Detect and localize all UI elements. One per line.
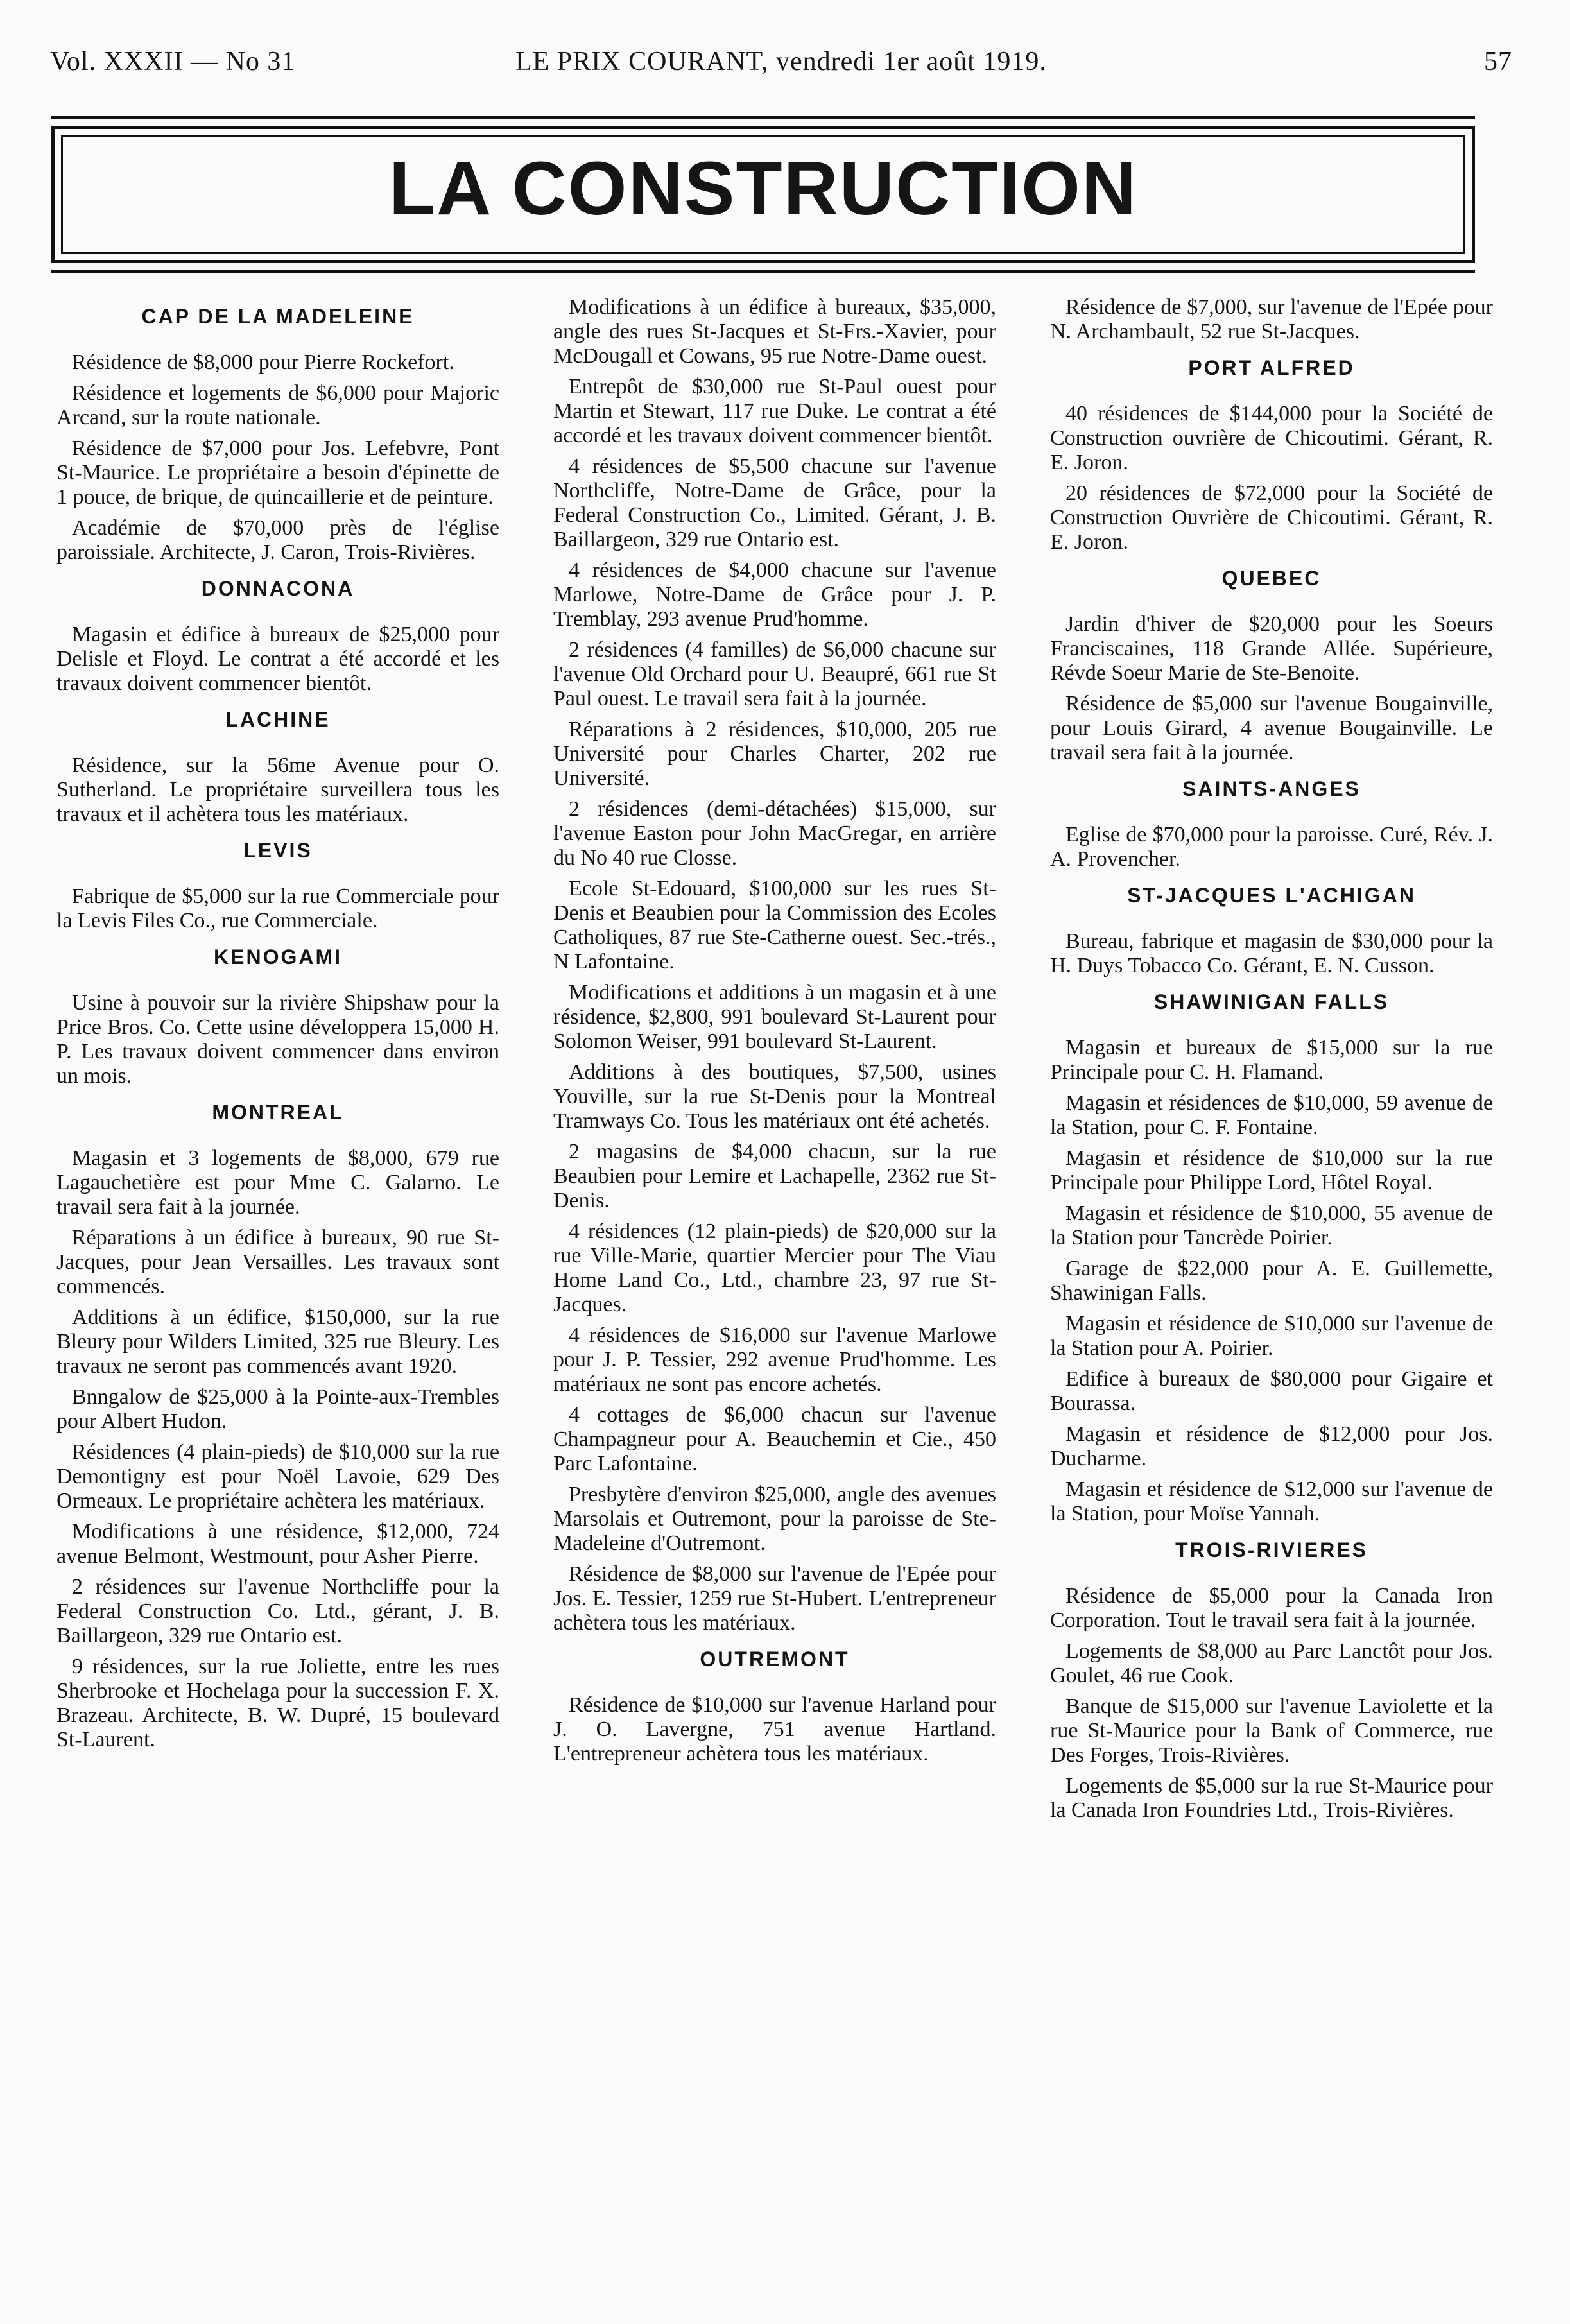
listing-entry: Entrepôt de $30,000 rue St-Paul ouest pour Martin et Stewart, 117 rue Duke. Le contrat a été accordé et les travaux doivent commencer bientôt. bbox=[553, 375, 996, 447]
listing-entry: Logements de $8,000 au Parc Lanctôt pour Jos. Goulet, 46 rue Cook. bbox=[1050, 1639, 1493, 1687]
listing-entry: Bnngalow de $25,000 à la Pointe-aux-Trembles pour Albert Hudon. bbox=[56, 1385, 499, 1433]
listing-entry: 4 cottages de $6,000 chacun sur l'avenue Champagneur pour A. Beauchemin et Cie., 450 Parc Lafontaine. bbox=[553, 1403, 996, 1476]
listing-entry: 2 résidences (demi-détachées) $15,000, sur l'avenue Easton pour John MacGregar, en arrière du No 40 rue Closse. bbox=[553, 797, 996, 870]
listing-entry: Magasin et bureaux de $15,000 sur la rue Principale pour C. H. Flamand. bbox=[1050, 1036, 1493, 1084]
listing-entry: Résidence de $5,000 pour la Canada Iron Corporation. Tout le travail sera fait à la journée. bbox=[1050, 1584, 1493, 1632]
listing-entry: Résidence de $10,000 sur l'avenue Harland pour J. O. Lavergne, 751 avenue Hartland. L'entrepreneur achètera tous les matériaux. bbox=[553, 1693, 996, 1766]
listing-entry: Ecole St-Edouard, $100,000 sur les rues St-Denis et Beaubien pour la Commission des Ecoles Catholiques, 87 rue Ste-Catherne ouest. Sec.-trés., N Lafontaine. bbox=[553, 877, 996, 974]
volume-number: Vol. XXXII — No 31 bbox=[50, 47, 296, 76]
listing-entry: Résidence de $7,000, sur l'avenue de l'Epée pour N. Archambault, 52 rue St-Jacques. bbox=[1050, 295, 1493, 343]
listing-entry: Magasin et résidence de $12,000 pour Jos. Ducharme. bbox=[1050, 1422, 1493, 1470]
column-2 bbox=[553, 295, 996, 1773]
listing-entry: 40 résidences de $144,000 pour la Société de Construction ouvrière de Chicoutimi. Gérant, R. E. Joron. bbox=[1050, 402, 1493, 474]
listing-entry: Résidence de $5,000 sur l'avenue Bougainville, pour Louis Girard, 4 avenue Bougainville. Le travail sera fait à la journée. bbox=[1050, 692, 1493, 764]
listing-entry: Modifications à une résidence, $12,000, 724 avenue Belmont, Westmount, pour Asher Pierre. bbox=[56, 1520, 499, 1568]
listing-entry: Additions à des boutiques, $7,500, usines Youville, sur la rue St-Denis pour la Montreal Tramways Co. Tous les matériaux ont été achetés. bbox=[553, 1060, 996, 1133]
running-head bbox=[50, 46, 1512, 85]
banner-title: LA CONSTRUCTION bbox=[388, 146, 1138, 231]
listing-entry: 2 résidences (4 familles) de $6,000 chacune sur l'avenue Old Orchard pour U. Beaupré, 661 rue St Paul ouest. Le travail sera fait à la journée. bbox=[553, 638, 996, 710]
section-heading: KENOGAMI bbox=[214, 945, 342, 968]
section-heading: ST-JACQUES L'ACHIGAN bbox=[1127, 884, 1416, 907]
listing-entry: Edifice à bureaux de $80,000 pour Gigaire et Bourassa. bbox=[1050, 1367, 1493, 1415]
listing-entry: Additions à un édifice, $150,000, sur la rue Bleury pour Wilders Limited, 325 rue Bleury. Les travaux ne seront pas commencés avant 1920. bbox=[56, 1305, 499, 1378]
bottom-rule bbox=[51, 270, 1475, 273]
listing-entry: Magasin et résidences de $10,000, 59 avenue de la Station, pour C. F. Fontaine. bbox=[1050, 1091, 1493, 1139]
listing-entry: Réparations à 2 résidences, $10,000, 205 rue Université pour Charles Charter, 202 rue Université. bbox=[553, 718, 996, 790]
listing-entry: Résidence de $7,000 pour Jos. Lefebvre, Pont St-Maurice. Le propriétaire a besoin d'épinette de 1 pouce, de brique, de quincaillerie et de peinture. bbox=[56, 436, 499, 509]
listing-entry: Résidence de $8,000 pour Pierre Rockefort. bbox=[72, 350, 454, 374]
column-1 bbox=[56, 295, 499, 1759]
listing-entry: Usine à pouvoir sur la rivière Shipshaw pour la Price Bros. Co. Cette usine développera 15,000 H. P. Les travaux doivent commencer dans environ un mois. bbox=[56, 991, 499, 1088]
section-heading: TROIS-RIVIERES bbox=[1175, 1538, 1368, 1562]
listing-entry: Résidences (4 plain-pieds) de $10,000 sur la rue Demontigny est pour Noël Lavoie, 629 Des Ormeaux. Le propriétaire achètera les matériaux. bbox=[56, 1440, 499, 1513]
listing-entry: 2 résidences sur l'avenue Northcliffe pour la Federal Construction Co. Ltd., gérant, J. B. Baillargeon, 329 rue Ontario est. bbox=[56, 1575, 499, 1648]
section-heading: DONNACONA bbox=[201, 577, 355, 600]
listing-entry: Magasin et édifice à bureaux de $25,000 pour Delisle et Floyd. Le contrat a été accordé et les travaux doivent commencer bientôt. bbox=[56, 623, 499, 695]
listing-entry: 20 résidences de $72,000 pour la Société de Construction Ouvrière de Chicoutimi. Gérant, R. E. Joron. bbox=[1050, 481, 1493, 554]
listing-entry: Magasin et résidence de $10,000 sur la rue Principale pour Philippe Lord, Hôtel Royal. bbox=[1050, 1146, 1493, 1194]
page-number: 57 bbox=[1484, 47, 1512, 76]
listing-entry: 4 résidences de $4,000 chacune sur l'avenue Marlowe, Notre-Dame de Grâce pour J. P. Tremblay, 293 avenue Prud'homme. bbox=[553, 558, 996, 631]
listing-entry: Presbytère d'environ $25,000, angle des avenues Marsolais et Outremont, pour la paroisse de Ste-Madeleine d'Outremont. bbox=[553, 1483, 996, 1555]
section-heading: QUEBEC bbox=[1221, 567, 1322, 590]
listing-entry: Bureau, fabrique et magasin de $30,000 pour la H. Duys Tobacco Co. Gérant, E. N. Cusson. bbox=[1050, 929, 1493, 977]
listing-entry: 4 résidences de $16,000 sur l'avenue Marlowe pour J. P. Tessier, 292 avenue Prud'homme. Les matériaux ne sont pas encore achetés. bbox=[553, 1323, 996, 1396]
section-banner bbox=[51, 126, 1475, 263]
listing-entry: Académie de $70,000 près de l'église paroissiale. Architecte, J. Caron, Trois-Rivières. bbox=[56, 516, 499, 564]
journal-title: LE PRIX COURANT, vendredi 1er août 1919. bbox=[515, 47, 1047, 76]
listing-entry: Réparations à un édifice à bureaux, 90 rue St-Jacques, pour Jean Versailles. Les travaux sont commencés. bbox=[56, 1226, 499, 1298]
section-heading: LACHINE bbox=[225, 708, 331, 731]
listing-entry: Jardin d'hiver de $20,000 pour les Soeurs Franciscaines, 118 Grande Allée. Supérieure, Révde Soeur Marie de Ste-Benoite. bbox=[1050, 612, 1493, 685]
listing-entry: Magasin et 3 logements de $8,000, 679 rue Lagauchetière est pour Mme C. Galarno. Le travail sera fait à la journée. bbox=[56, 1146, 499, 1219]
section-heading: MONTREAL bbox=[212, 1101, 344, 1124]
section-heading: CAP DE LA MADELEINE bbox=[141, 305, 415, 328]
listing-entry: Résidence et logements de $6,000 pour Majoric Arcand, sur la route nationale. bbox=[56, 381, 499, 429]
column-3 bbox=[1050, 295, 1493, 1829]
listing-entry: Modifications et additions à un magasin et à une résidence, $2,800, 991 boulevard St-Laurent pour Solomon Weiser, 991 boulevard St-Laurent. bbox=[553, 981, 996, 1053]
listing-entry: Eglise de $70,000 pour la paroisse. Curé, Rév. J. A. Provencher. bbox=[1050, 823, 1493, 871]
listing-entry: Banque de $15,000 sur l'avenue Laviolette et la rue St-Maurice pour la Bank of Commerce, rue Des Forges, Trois-Rivières. bbox=[1050, 1694, 1493, 1767]
listing-entry: 4 résidences (12 plain-pieds) de $20,000 sur la rue Ville-Marie, quartier Mercier pour The Viau Home Land Co., Ltd., chambre 23, 97 rue St-Jacques. bbox=[553, 1219, 996, 1316]
section-heading: SHAWINIGAN FALLS bbox=[1153, 990, 1390, 1013]
listing-entry: 9 résidences, sur la rue Joliette, entre les rues Sherbrooke et Hochelaga pour la succession F. X. Brazeau. Architecte, B. W. Dupré, 15 boulevard St-Laurent. bbox=[56, 1655, 499, 1752]
top-rule bbox=[51, 116, 1475, 119]
listing-entry: Résidence de $8,000 sur l'avenue de l'Epée pour Jos. E. Tessier, 1259 rue St-Hubert. L'entrepreneur achètera tous les matériaux. bbox=[553, 1562, 996, 1635]
section-heading: LEVIS bbox=[243, 839, 313, 862]
section-heading: PORT ALFRED bbox=[1188, 356, 1355, 379]
listing-entry: Magasin et résidence de $12,000 sur l'avenue de la Station, pour Moïse Yannah. bbox=[1050, 1477, 1493, 1526]
listing-entry: Modifications à un édifice à bureaux, $35,000, angle des rues St-Jacques et St-Frs.-Xavier, pour McDougall et Cowans, 95 rue Notre-Dame ouest. bbox=[553, 295, 996, 368]
listing-entry: 4 résidences de $5,500 chacune sur l'avenue Northcliffe, Notre-Dame de Grâce, pour la Federal Construction Co., Limited. Gérant, J. B. Baillargeon, 329 rue Ontario est. bbox=[553, 454, 996, 551]
section-heading: OUTREMONT bbox=[700, 1648, 850, 1671]
listing-entry: 2 magasins de $4,000 chacun, sur la rue Beaubien pour Lemire et Lachapelle, 2362 rue St-Denis. bbox=[553, 1140, 996, 1212]
listing-entry: Magasin et résidence de $10,000, 55 avenue de la Station pour Tancrède Poirier. bbox=[1050, 1201, 1493, 1250]
listing-entry: Logements de $5,000 sur la rue St-Maurice pour la Canada Iron Foundries Ltd., Trois-Rivières. bbox=[1050, 1774, 1493, 1822]
listing-entry: Magasin et résidence de $10,000 sur l'avenue de la Station pour A. Poirier. bbox=[1050, 1312, 1493, 1360]
listing-entry: Fabrique de $5,000 sur la rue Commerciale pour la Levis Files Co., rue Commerciale. bbox=[56, 884, 499, 933]
listing-entry: Garage de $22,000 pour A. E. Guillemette, Shawinigan Falls. bbox=[1050, 1257, 1493, 1305]
section-heading: SAINTS-ANGES bbox=[1182, 777, 1361, 800]
listing-entry: Résidence, sur la 56me Avenue pour O. Sutherland. Le propriétaire surveillera tous les travaux et il achètera tous les matériaux. bbox=[56, 753, 499, 826]
